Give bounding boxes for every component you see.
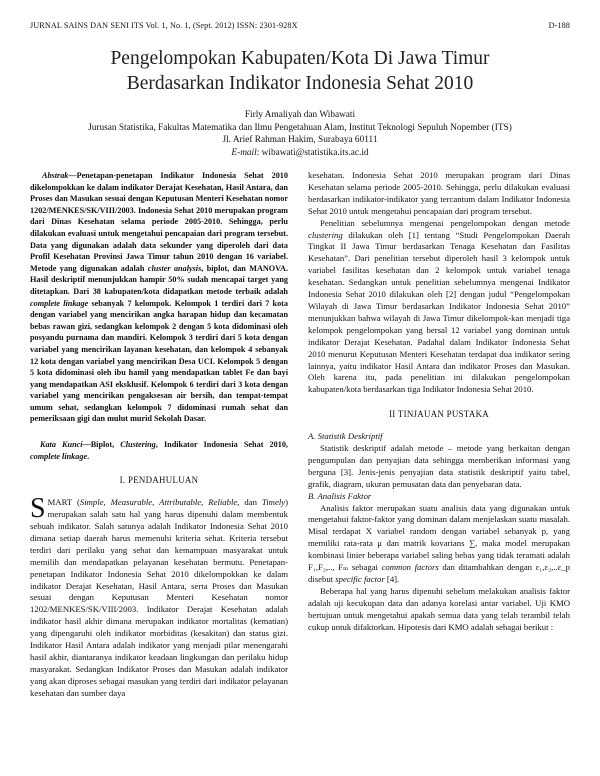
keywords-text-1: —Biplot, (82, 440, 121, 450)
subheading-descriptive-statistics: A. Statistik Deskriptif (308, 431, 383, 442)
affiliation: Jurusan Statistika, Fakultas Matematika dan Ilmu Pengetahuan Alam, Institut Teknologi Sepuluh Nopember (ITS) (88, 122, 512, 133)
paragraph-descriptive-statistics: Statistik deskriptif adalah metode – metode yang berkaitan dengan pengumpulan dan penyajian data sehingga memberikan informasi yang berguna [3]. Jenis-jenis penyajian data statistik deskriptif yaitu tabel, grafik, diagram, ukuran pemusatan data dan penyebaran data. (308, 443, 570, 489)
right-paragraph-2 (308, 218, 570, 397)
p2-text-b: dilakukan oleh [1] tentang “Studi Pengelompokan Daerah Tingkat II Jawa Timur berdasarkan Tenaga Kesehatan dan Fasilitas Kesehatan”. Dari penelitian tersebut diperoleh hasil 3 kelompok untuk variabel fasilitas kesehatan dan 2 kelompok untuk variabel tenaga kesehatan. Sedangkan untuk penelitian sebelumnya mengenai Indikator Indonesia Sehat 2010 dilakukan oleh [2] dengan judul “Pengelompokan Wilayah di Jawa Timur berdasarkan Indikator Indonesia Sehat 2010” menunjukkan bahwa wilayah di Jawa Timur dikelompok-kan menjadi tiga kelompok pengelompokan yang bersal 12 variabel yang dominan untuk indikator Derajat Kesehatan. Padahal dalam Indikator Indonesia Sehat 2010 menurut Keputusan Menteri Kesehatan terdapat dua indikator sering lainnya, yaitu indikator Hasil Antara dan indikator Proses dan Masukan. Oleh karena itu, pada penelitian ini dilakukan pengelompokan kabupaten/kota berdasarkan tiga Indikator Indonesia Sehat 2010. (308, 229, 570, 395)
pB-text-c: [4]. (384, 574, 400, 584)
section-heading-introduction: I. PENDAHULUAN (119, 475, 199, 486)
email-label: E-mail (231, 147, 257, 158)
paragraph-kmo: Beberapa hal yang harus dipenuhi sebelum melakukan analisis faktor adalah uji kecukupan data dan adanya korelasi antar variabel. Uji KMO bertujuan untuk mengetahui apakah semua data yang telah terambil telah cukup untuk difaktorkan. Hipotesis dari KMO adalah sebagai berikut : (308, 585, 570, 632)
keywords (30, 439, 288, 462)
pB-em-b: specific factor (335, 574, 385, 584)
keywords-em-1: Clustering (120, 440, 156, 450)
pB-em-a: common factors (381, 562, 439, 573)
email-line (30, 147, 570, 160)
paper-title (30, 46, 570, 96)
p2-em: clustering (308, 229, 343, 240)
p2-text-a: Penelitian sebelumnya mengenai pengelompokan dengan metode (320, 217, 570, 228)
intro-paragraph (30, 493, 288, 699)
abstract-text-3: sebanyak 7 kelompok. Kelompok 1 terdiri dari 7 kota dengan variabel yang mencirikan angka harapan hidup dan kecamatan bebas rawan gizi, sedangkan kelompok 2 dengan 5 kota didominasi oleh posyandu purnama dan mandiri. Kelompok 3 terdiri dari 5 kota dengan variabel yang mencirikan layanan kesehatan, dan kelompok 4 sebanyak 12 kota dengan variabel yang mencirikan Desa UCI. Kelompok 5 dengan 5 kota didominasi oleh ibu hamil yang mendapatkan tablet Fe dan bayi yang mendapatkan ASI eksklusif. Kelompok 6 terdiri dari 3 kota dengan variabel yang mencirikan pengaksesan air bersih, dan tempat-tempat umum sehat, sedangkan kelompok 7 didominasi rumah sehat dan pemeriksaan gigi dan mulut murid Sekolah Dasar. (30, 298, 288, 424)
pB-text-a: Analisis faktor merupakan suatu analisis data yang digunakan untuk mengetahui faktor-faktor yang dominan dalam menjelaskan suatu masalah. Misal terdapat X variabel random dengan variabel sebanyak p, yang memiliki rata-rata μ dan matrik kovarians ∑, maka model merupakan kombinasi linier beberapa variabel saling bebas yang tidak teramati adalah F₁,F₂,.., Fₘ sebagai (308, 502, 570, 573)
pB-text-b: dan ditambahkan dengan ε₁,ε₂,..ε_p disebut (308, 562, 570, 584)
address: Jl. Arief Rahman Hakim, Surabaya 60111 (222, 135, 378, 145)
title-line-2: Berdasarkan Indikator Indonesia Sehat 2010 (126, 73, 474, 94)
drop-cap: S (30, 493, 46, 525)
running-header (30, 21, 570, 33)
author-names: Firly Amaliyah dan Wibawati (244, 110, 356, 120)
abstract-em-2: complete linkage (30, 298, 89, 308)
abstract-text-2: , biplot, dan MANOVA. Hasil deskriptif menunjukkan hampir 50% sudah mencapai target yang ditetapkan. Dari 38 kabupaten/kota didapatkan metode terbaik adalah (30, 263, 288, 296)
intro-text-c: ) merupakan salah satu hal yang harus dipenuhi dalam membentuk sebuah indikator. Salah satunya adalah Indikator Indonesia Sehat 2010 dimana setiap daerah harus memenuhi kriteria sehat. Kriteria tersebut terdiri dari perilaku yang sehat dan kemampuan masyarakat untuk memilih dan mendapatkan pelayanan kesehatan bermutu. Penetapan-penetapan Indikator Indonesia Sehat 2010 dikelompokkan ke dalam indikator Derajat Kesehatan, Hasil Antara, serta Proses dan Masukan sesuai dengan Keputusan Menteri Kesehatan nomor 1202/MENKES/SK/VIII/2003. Indikator Derajat Kesehatan adalah indikator hasil akhir dimana merupakan indikator mortalitas (kematian) yang dipengaruhi oleh indikator morbiditas (kesakitan) dan status gizi. Indikator Hasil Antara adalah indikator yang menjadi pilar menengarahi hasil akhir, diantaranya indikator keadaan lingkungan dan perilaku hidup masyarakat. Sedangkan Indikator Proses dan Masukan adalah indikator yang akan diproses sebagai masukan yang terdiri dari indikator pelayanan kesehatan dan sumber daya (30, 497, 288, 698)
intro-em-b: Timely (261, 497, 286, 508)
intro-em-a: Simple, Measurable, Attributable, Reliable, (79, 497, 240, 508)
keywords-text-3: . (87, 451, 90, 461)
left-column (30, 170, 288, 700)
keywords-text-2: , Indikator Indonesia Sehat 2010, (155, 440, 288, 450)
abstract-lead: Abstrak (42, 171, 69, 180)
subheading-factor-analysis: B. Analisis Faktor (308, 490, 372, 501)
abstract-em-1: cluster analysis (147, 263, 202, 273)
page-number: D-188 (548, 21, 570, 30)
keywords-em-2: complete linkage (30, 451, 88, 461)
keywords-label: Kata Kunci (40, 440, 83, 450)
abstract (30, 170, 288, 425)
section-heading-literature: II TINJAUAN PUSTAKA (389, 409, 489, 420)
paragraph-factor-analysis (308, 503, 570, 586)
intro-text-a: MART ( (47, 497, 80, 508)
title-line-1: Pengelompokan Kabupaten/Kota Di Jawa Timur (110, 48, 490, 69)
author-block (30, 109, 570, 159)
right-column (308, 170, 570, 634)
email-address: : wibawati@statistika.its.ac.id (256, 147, 369, 158)
abstract-text-1: —Penetapan-penetapan Indikator Indonesia Sehat 2010 dikelompokkan ke dalam indikator Derajat Kesehatan, Hasil Antara, dan Proses dan Masukan sesuai dengan Keputusan Menteri Kesehatan nomor 1202/MENKES/SK/VIII/2003. Indonesia Sehat 2010 merupakan program dari Dinas Kesehatan selama periode 2005-2010. Sehingga, perlu dilakukan evaluasi untuk mengetahui pencapaian dari program tersebut. Data yang digunakan adalah data sekunder yang diperoleh dari data Profil Kesehatan Provinsi Jawa Timur tahun 2010 dengan 16 variabel. Metode yang digunakan adalah (30, 171, 288, 273)
right-paragraph-1: kesehatan. Indonesia Sehat 2010 merupakan program dari Dinas Kesehatan selama periode 2005-2010. Sehingga, perlu dilakukan evaluasi berdasarkan indikator-indikator yang tercantum dalam Indikator Indonesia Sehat 2010 untuk mengetahui pencapaian dari program tersebut. (308, 170, 570, 216)
intro-text-b: dan (239, 497, 262, 508)
journal-info: JURNAL SAINS DAN SENI ITS Vol. 1, No. 1, (Sept. 2012) ISSN: 2301-928X (30, 21, 298, 30)
